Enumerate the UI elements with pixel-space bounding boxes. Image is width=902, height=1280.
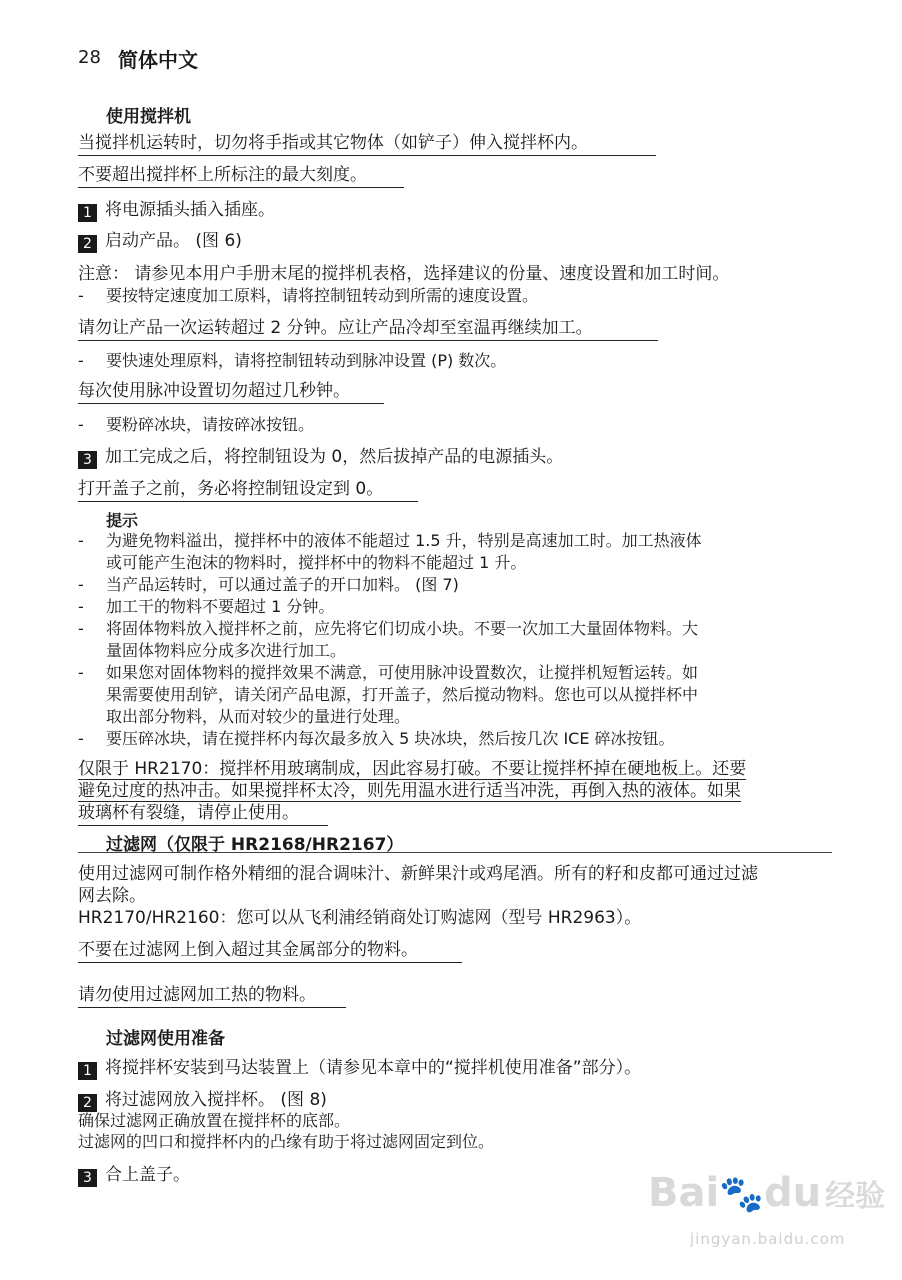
tip-6: 要压碎冰块，请在搅拌杯内每次最多放入 5 块冰块，然后按几次 ICE 碎冰按钮。 xyxy=(106,729,675,748)
filter-desc-line-2: 网去除。 xyxy=(78,886,146,906)
step-number-badge: 1 xyxy=(78,1062,97,1080)
filter-warning-hot: 请勿使用过滤网加工热的物料。 xyxy=(78,985,346,1008)
step-1 xyxy=(78,200,275,222)
bullet-dash: - xyxy=(78,415,84,434)
step-text: 启动产品。 (图 6) xyxy=(105,231,242,251)
filter-prep-note-2: 过滤网的凹口和搅拌杯内的凸缘有助于将过滤网固定到位。 xyxy=(78,1132,495,1151)
filter-desc-line-1: 使用过滤网可制作格外精细的混合调味汁、新鲜果汁或鸡尾酒。所有的籽和皮都可通过过滤 xyxy=(78,864,758,884)
bullet-dash: - xyxy=(78,531,84,550)
warning-pulse: 每次使用脉冲设置切勿超过几秒钟。 xyxy=(78,381,384,404)
bullet-dash: - xyxy=(78,286,84,305)
bullet-ice: 要粉碎冰块，请按碎冰按钮。 xyxy=(106,415,315,434)
tip-2: 当产品运转时，可以通过盖子的开口加料。 (图 7) xyxy=(106,575,459,594)
tips-title: 提示 xyxy=(106,511,139,530)
step-text: 将过滤网放入搅拌杯。 (图 8) xyxy=(105,1090,327,1110)
watermark-brand: Bai xyxy=(648,1170,720,1216)
filter-order-info: HR2170/HR2160：您可以从飞利浦经销商处订购滤网（型号 HR2963）。 xyxy=(78,908,642,928)
step-number-badge: 1 xyxy=(78,204,97,222)
step-text: 将搅拌杯安装到马达装置上（请参见本章中的“搅拌机使用准备”部分）。 xyxy=(105,1058,642,1078)
bullet-dash: - xyxy=(78,663,84,682)
warning-fingers: 当搅拌机运转时，切勿将手指或其它物体（如铲子）伸入搅拌杯内。 xyxy=(78,133,656,156)
tip-5-line-3: 取出部分物料，从而对较少的量进行处理。 xyxy=(106,707,411,726)
bullet-dash: - xyxy=(78,729,84,748)
filter-prep-note-1: 确保过滤网正确放置在搅拌杯的底部。 xyxy=(78,1111,351,1130)
filter-prep-step-1 xyxy=(78,1058,641,1080)
bullet-pulse: 要快速处理原料，请将控制钮转动到脉冲设置 (P) 数次。 xyxy=(106,351,507,370)
divider xyxy=(78,852,832,853)
filter-prep-step-2 xyxy=(78,1090,327,1112)
watermark-cn: 经验 xyxy=(825,1179,886,1214)
glass-warning-line-2: 避免过度的热冲击。如果搅拌杯太冷，则先用温水进行适当冲洗，再倒入热的液体。如果 xyxy=(78,781,741,801)
note-text: 注意： 请参见本用户手册末尾的搅拌机表格，选择建议的份量、速度设置和加工时间。 xyxy=(78,264,730,284)
step-text: 合上盖子。 xyxy=(105,1165,190,1185)
tip-5-line-2: 果需要使用刮铲，请关闭产品电源，打开盖子，然后搅动物料。您也可以从搅拌杯中 xyxy=(106,685,699,704)
glass-warning-line-1: 仅限于 HR2170：搅拌杯用玻璃制成，因此容易打破。不要让搅拌杯掉在硬地板上。还要 xyxy=(78,759,747,779)
bullet-dash: - xyxy=(78,575,84,594)
paw-icon: 🐾 xyxy=(719,1174,765,1215)
filter-prep-step-3 xyxy=(78,1165,190,1187)
page-language: 简体中文 xyxy=(118,48,198,72)
page-number: 28 xyxy=(78,47,101,68)
filter-warning-metal: 不要在过滤网上倒入超过其金属部分的物料。 xyxy=(78,940,462,963)
step-2 xyxy=(78,231,242,253)
tip-4-line-1: 将固体物料放入搅拌杯之前，应先将它们切成小块。不要一次加工大量固体物料。大 xyxy=(106,619,699,638)
bullet-speed-setting: 要按特定速度加工原料，请将控制钮转动到所需的速度设置。 xyxy=(106,286,539,305)
tip-1-line-1: 为避免物料溢出，搅拌杯中的液体不能超过 1.5 升，特别是高速加工时。加工热液体 xyxy=(106,531,702,550)
watermark-logo xyxy=(648,1170,885,1216)
filter-section-title: 过滤网（仅限于 HR2168/HR2167） xyxy=(106,835,404,855)
bullet-dash: - xyxy=(78,619,84,638)
step-number-badge: 2 xyxy=(78,235,97,253)
step-text: 将电源插头插入插座。 xyxy=(105,200,275,220)
warning-max-level: 不要超出搅拌杯上所标注的最大刻度。 xyxy=(78,165,404,188)
warning-lid: 打开盖子之前，务必将控制钮设定到 0。 xyxy=(78,479,418,502)
bullet-dash: - xyxy=(78,351,84,370)
tip-5-line-1: 如果您对固体物料的搅拌效果不满意，可使用脉冲设置数次，让搅拌机短暂运转。如 xyxy=(106,663,699,682)
section-title-use-blender: 使用搅拌机 xyxy=(106,107,191,127)
step-number-badge: 2 xyxy=(78,1094,97,1112)
step-number-badge: 3 xyxy=(78,451,97,469)
step-text: 加工完成之后，将控制钮设为 0，然后拔掉产品的电源插头。 xyxy=(105,447,564,467)
warning-run-time: 请勿让产品一次运转超过 2 分钟。应让产品冷却至室温再继续加工。 xyxy=(78,318,658,341)
glass-warning-line-3: 玻璃杯有裂缝，请停止使用。 xyxy=(78,803,328,826)
watermark-brand-2: du xyxy=(764,1170,822,1216)
tip-3: 加工干的物料不要超过 1 分钟。 xyxy=(106,597,335,616)
filter-prep-title: 过滤网使用准备 xyxy=(106,1029,225,1049)
step-3 xyxy=(78,447,563,469)
tip-4-line-2: 量固体物料应分成多次进行加工。 xyxy=(106,641,347,660)
step-number-badge: 3 xyxy=(78,1169,97,1187)
bullet-dash: - xyxy=(78,597,84,616)
watermark-url: jingyan.baidu.com xyxy=(690,1230,846,1248)
tip-1-line-2: 或可能产生泡沫的物料时，搅拌杯中的物料不能超过 1 升。 xyxy=(106,553,527,572)
